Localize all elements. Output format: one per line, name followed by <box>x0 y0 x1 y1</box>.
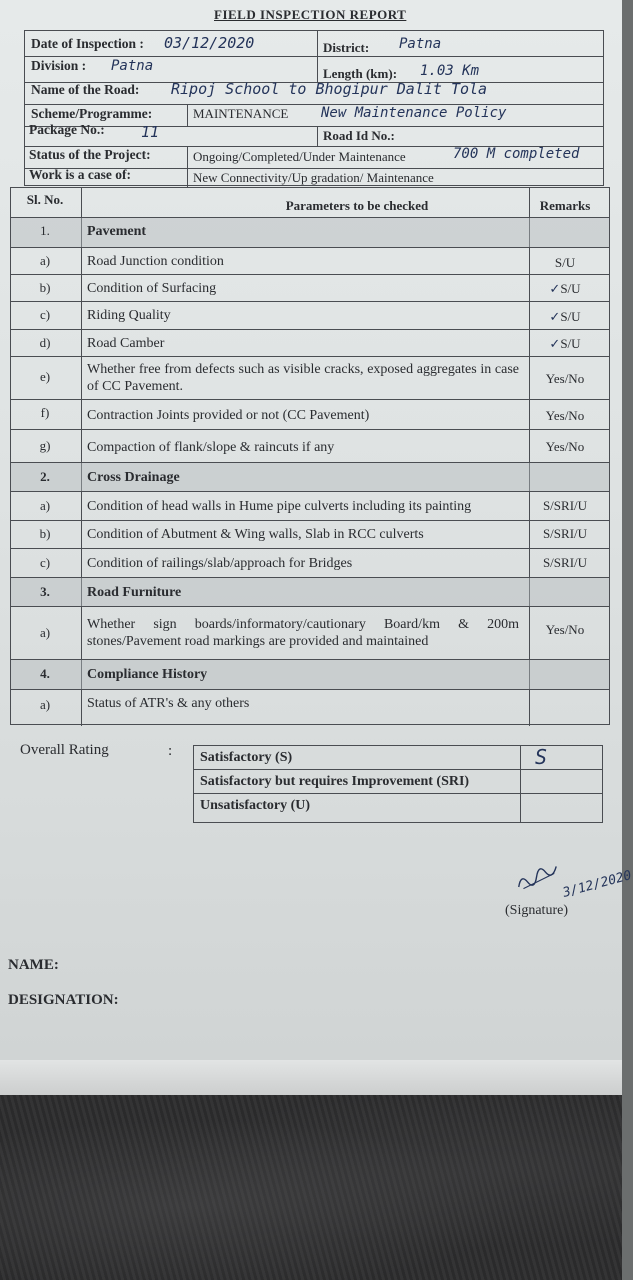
row-sl: a) <box>39 625 51 640</box>
row-sl: a) <box>39 253 51 268</box>
row-remarks: Yes/No <box>545 371 585 386</box>
header-row-date <box>25 31 603 57</box>
status-value: 700 M completed <box>453 146 580 162</box>
row-param: Condition of Abutment & Wing walls, Slab in RCC culverts <box>87 527 424 542</box>
header-row-status <box>25 147 603 169</box>
row-remarks <box>521 336 609 352</box>
remarks-text: S/U <box>560 309 581 324</box>
row-param: Cross Drainage <box>87 470 180 485</box>
rating-option-row <box>194 794 602 822</box>
signature-label: (Signature) <box>505 903 568 918</box>
table-row <box>11 463 609 492</box>
date-value: 03/12/2020 <box>164 34 255 52</box>
row-remarks <box>521 281 609 297</box>
table-row <box>11 218 609 248</box>
row-param: Whether sign boards/informatory/cautionary Board/km & 200m stones/Pavement road markings are provided and maintained <box>87 617 519 649</box>
row-param: Contraction Joints provided or not (CC Pavement) <box>87 408 370 423</box>
table-row <box>11 400 609 430</box>
row-remarks: Yes/No <box>545 408 585 423</box>
remarks-text: S/U <box>560 336 581 351</box>
row-sl: c) <box>39 555 51 570</box>
table-row <box>11 357 609 400</box>
scheme-printed: MAINTENANCE <box>193 106 289 121</box>
parameters-table <box>10 187 610 725</box>
row-param: Road Camber <box>87 336 165 351</box>
table-row <box>11 607 609 660</box>
district-label: District: <box>323 40 370 55</box>
row-sl: e) <box>39 369 51 384</box>
table-row <box>11 275 609 302</box>
table-row <box>11 302 609 330</box>
division-label: Division : <box>31 58 87 73</box>
header-row-scheme <box>25 105 603 127</box>
length-value: 1.03 Km <box>420 63 480 79</box>
col-sl-header: Sl. No. <box>26 192 64 207</box>
status-options: Ongoing/Completed/Under Maintenance <box>193 149 406 164</box>
row-sl: 4. <box>40 666 50 681</box>
header-row-work <box>25 169 603 187</box>
overall-rating-value: S <box>535 745 548 769</box>
table-row <box>11 660 609 690</box>
row-param: Road Furniture <box>87 585 182 600</box>
rating-option: Satisfactory but requires Improvement (SRI) <box>200 774 470 789</box>
row-remarks <box>521 309 609 325</box>
tick-mark-icon: ✓ <box>549 310 561 325</box>
table-row <box>11 578 609 607</box>
paper-edge-shadow <box>0 1060 622 1100</box>
row-sl: a) <box>39 498 51 513</box>
overall-rating-label: Overall Rating <box>20 742 109 758</box>
date-label: Date of Inspection : <box>31 36 144 51</box>
row-sl: 3. <box>40 584 50 599</box>
row-sl: 2. <box>40 469 50 484</box>
road-name-label: Name of the Road: <box>31 82 140 97</box>
header-row-road <box>25 80 603 105</box>
table-header-row <box>11 188 609 218</box>
row-sl: a) <box>39 697 51 712</box>
scheme-divider <box>187 105 188 127</box>
package-divider <box>317 127 318 147</box>
row-param: Condition of Surfacing <box>87 281 217 296</box>
name-label: NAME: <box>8 957 59 973</box>
fabric-highlight <box>0 1095 622 1280</box>
row-sl: b) <box>39 526 51 541</box>
row-sl: g) <box>39 438 51 453</box>
table-row <box>11 430 609 463</box>
designation-label: DESIGNATION: <box>8 992 119 1008</box>
row-sl: b) <box>39 280 51 295</box>
row-param: Condition of railings/slab/approach for Bridges <box>87 556 353 571</box>
row-param: Road Junction condition <box>87 254 224 269</box>
table-row <box>11 330 609 357</box>
road-id-label: Road Id No.: <box>323 128 395 143</box>
rating-option: Satisfactory (S) <box>200 750 293 765</box>
row-param: Whether free from defects such as visible cracks, exposed aggregates in case of CC Pavement. <box>87 362 519 394</box>
tick-mark-icon: ✓ <box>549 282 561 297</box>
header-grid <box>24 30 604 186</box>
col-param-header: Parameters to be checked <box>285 198 429 213</box>
row-param: Status of ATR's & any others <box>87 696 250 711</box>
road-name-value: Ripoj School to Bhogipur Dalit Tola <box>171 80 488 98</box>
row-param: Condition of head walls in Hume pipe culverts including its painting <box>87 499 472 514</box>
row-sl: d) <box>39 335 51 350</box>
row-remarks: S/SRI/U <box>542 555 588 570</box>
row-remarks: S/U <box>554 255 576 270</box>
package-value: 11 <box>141 123 160 141</box>
report-title: FIELD INSPECTION REPORT <box>214 7 407 22</box>
package-label: Package No.: <box>29 122 105 137</box>
scheme-value: New Maintenance Policy <box>321 105 507 121</box>
work-options: New Connectivity/Up gradation/ Maintenance <box>193 170 434 185</box>
district-value: Patna <box>399 36 442 52</box>
status-label: Status of the Project: <box>29 147 151 162</box>
overall-rating-colon: : <box>168 743 173 759</box>
row-remarks: S/SRI/U <box>542 526 588 541</box>
row-remarks: S/SRI/U <box>542 498 588 513</box>
table-row <box>11 549 609 578</box>
table-row <box>11 492 609 521</box>
table-row <box>11 248 609 275</box>
row-param: Pavement <box>87 224 147 239</box>
row-sl: c) <box>39 307 51 322</box>
table-row <box>11 521 609 549</box>
signature-date: 3/12/2020 <box>561 868 633 901</box>
table-row <box>11 690 609 724</box>
row-param: Compliance History <box>87 667 208 682</box>
header-row-package <box>25 122 603 147</box>
remarks-text: S/U <box>560 281 581 296</box>
length-label: Length (km): <box>323 66 398 81</box>
division-value: Patna <box>111 58 154 74</box>
row-remarks: Yes/No <box>545 439 585 454</box>
signature-scribble-icon <box>513 859 568 897</box>
work-label: Work is a case of: <box>29 167 131 182</box>
tick-mark-icon: ✓ <box>549 337 561 352</box>
row-param: Compaction of flank/slope & raincuts if any <box>87 440 335 455</box>
scheme-label: Scheme/Programme: <box>31 106 153 121</box>
row-sl: 1. <box>40 223 50 238</box>
rating-option: Unsatisfactory (U) <box>200 798 311 813</box>
rating-option-row <box>194 770 602 794</box>
col-remarks-header: Remarks <box>539 198 591 213</box>
row-param: Riding Quality <box>87 308 171 323</box>
row-sl: f) <box>40 405 50 420</box>
row-remarks: Yes/No <box>545 622 585 637</box>
